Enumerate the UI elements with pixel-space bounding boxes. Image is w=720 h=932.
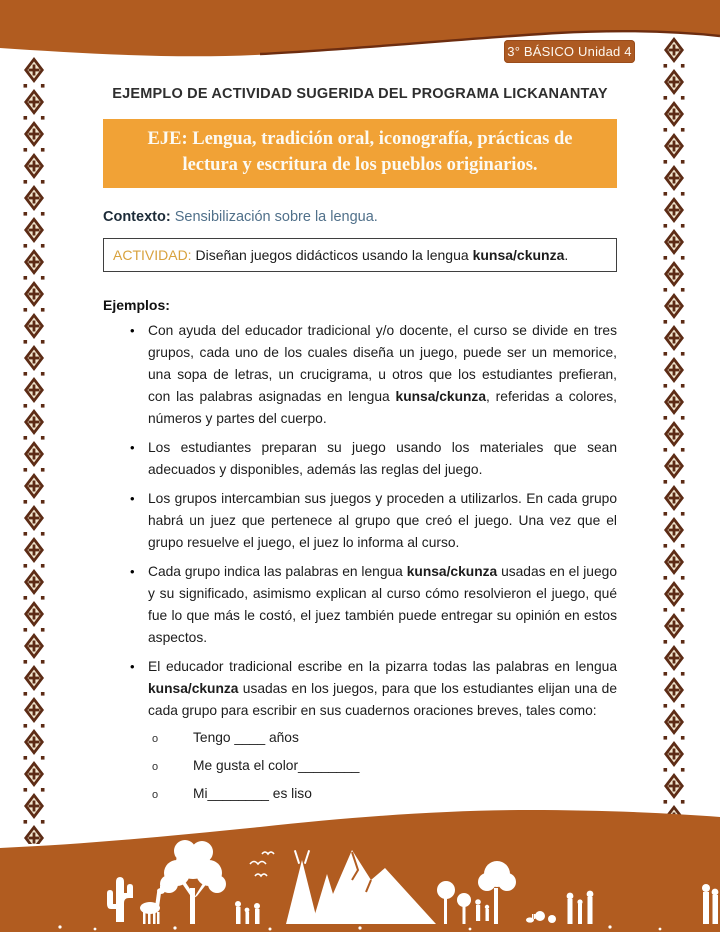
bullet-marker: • (130, 658, 135, 674)
document-body (103, 86, 617, 813)
sub-bullet-marker: o (152, 732, 159, 745)
sub-bullet-marker: o (152, 760, 159, 773)
unit-badge-label: 3° BÁSICO Unidad 4 (507, 44, 632, 59)
bullet-text: El educador tradicional escribe en la pizarra todas las palabras en lengua kunsa/ckunza usadas en los juegos, para que los estudiantes elijan una de cada grupo para escribir en sus cuadernos oraciones breves, tales como: (148, 658, 617, 718)
sub-bullet-marker: o (152, 788, 159, 801)
bullet-text: Con ayuda del educador tradicional y/o docente, el curso se divide en tres grupos, cada uno de los cuales diseña un juego, puede ser un memorice, una sopa de letras, un crucigrama, u otros que los estudiantes prefieran, con las palabras asignadas en lengua kunsa/ckunza, referidas a colores, números y partes del cuerpo. (148, 322, 618, 426)
bullet-text: Los estudiantes preparan su juego usando los materiales que sean adecuados y disponibles, además las reglas del juego. (148, 439, 617, 477)
bullet-text: Los grupos intercambian sus juegos y proceden a utilizarlos. En cada grupo habrá un juez que pertenece al grupo que creó el juego. Una vez que el grupo resuelve el juego, el juez lo informa al curso. (148, 490, 617, 550)
bullet-item (103, 437, 617, 481)
textile-border-right-icon (663, 36, 685, 824)
sub-bullet-text: Me gusta el color________ (193, 757, 360, 773)
textile-border-left-icon (23, 56, 45, 844)
landscape-silhouette-image (0, 800, 720, 932)
contexto-line (103, 209, 617, 225)
actividad-text: ACTIVIDAD: Diseñan juegos didácticos usando la lengua kunsa/ckunza. (113, 246, 569, 263)
bullet-item (103, 488, 617, 554)
contexto-value: Sensibilización sobre la lengua. (174, 208, 378, 225)
bullet-list (103, 320, 617, 722)
bullet-marker: • (130, 563, 135, 579)
bullet-item (103, 561, 617, 649)
sub-bullet-text: Mi________ es liso (193, 785, 312, 801)
page-title: EJEMPLO DE ACTIVIDAD SUGERIDA DEL PROGRAMA LICKANANTAY (112, 86, 608, 102)
bullet-marker: • (130, 490, 135, 506)
bullet-marker: • (130, 439, 135, 455)
bullet-item (103, 320, 617, 430)
sub-bullet-list (103, 729, 617, 803)
bullet-marker: • (130, 322, 135, 338)
bullet-text: Cada grupo indica las palabras en lengua kunsa/ckunza usadas en el juego y su significado, asimismo explican al curso cómo resolvieron el juego, qué fue lo que más le costó, el juez también puede entregar su opinión en estos aspectos. (148, 563, 617, 645)
sub-bullet-item (103, 729, 617, 747)
sub-bullet-text: Tengo ____ años (193, 729, 299, 745)
ejemplos-heading: Ejemplos: (103, 296, 170, 313)
unit-badge (504, 40, 635, 63)
actividad-box (103, 238, 617, 272)
bullet-item (103, 656, 617, 722)
contexto-label: Contexto: (103, 208, 171, 225)
sub-bullet-item (103, 757, 617, 775)
eje-banner: EJE: Lengua, tradición oral, iconografía, prácticas de lectura y escritura de los pueblos originarios. (103, 119, 617, 188)
